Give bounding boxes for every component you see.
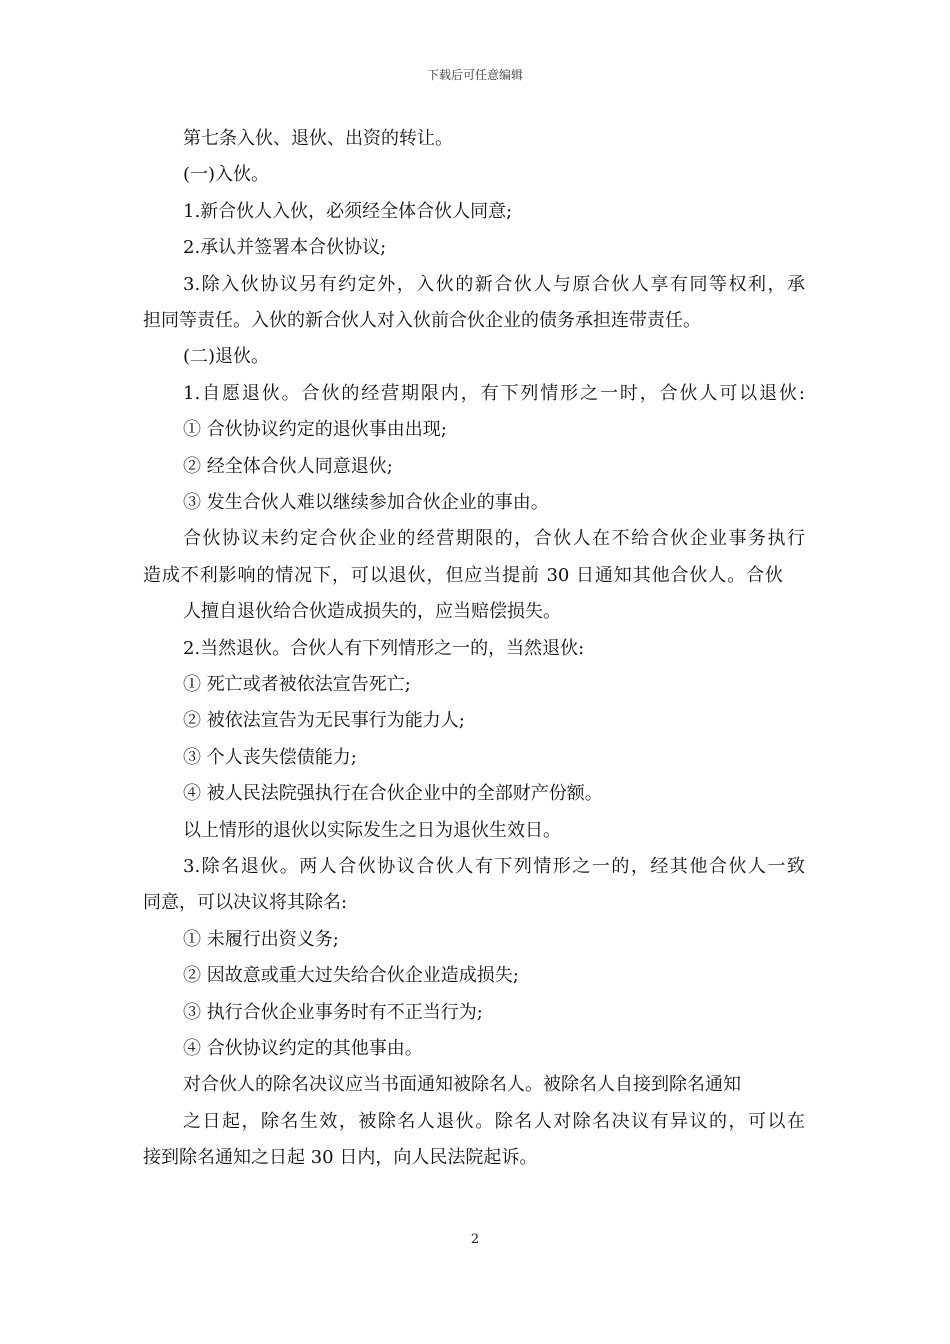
text-line: ③ 个人丧失偿债能力;: [183, 747, 357, 768]
text-line: 合伙协议未约定合伙企业的经营期限的，合伙人在不给合伙企业事务执行: [183, 528, 805, 549]
text-line: ④ 被人民法院强执行在合伙企业中的全部财产份额。: [183, 783, 603, 804]
text-line: ① 合伙协议约定的退伙事由出现;: [183, 419, 447, 440]
text-line: 2.承认并签署本合伙协议;: [183, 237, 387, 258]
text-line: 担同等责任。入伙的新合伙人对入伙前合伙企业的债务承担连带责任。: [143, 310, 701, 331]
text-line: 人擅自退伙给合伙造成损失的，应当赔偿损失。: [183, 601, 561, 622]
text-line: 1.新合伙人入伙，必须经全体合伙人同意;: [183, 201, 513, 222]
text-line: 1.自愿退伙。合伙的经营期限内，有下列情形之一时，合伙人可以退伙:: [183, 383, 805, 404]
text-line: 第七条入伙、退伙、出资的转让。: [183, 128, 453, 149]
text-line: ② 经全体合伙人同意退伙;: [183, 456, 393, 477]
text-line: 3.除入伙协议另有约定外，入伙的新合伙人与原合伙人享有同等权利，承: [183, 274, 805, 295]
text-line: 以上情形的退伙以实际发生之日为退伙生效日。: [183, 820, 561, 841]
text-line: ④ 合伙协议约定的其他事由。: [183, 1038, 423, 1059]
text-line: ① 死亡或者被依法宣告死亡;: [183, 674, 411, 695]
page-number: 2: [470, 1232, 480, 1247]
text-line: ③ 执行合伙企业事务时有不正当行为;: [183, 1002, 483, 1023]
text-line: 3.除名退伙。两人合伙协议合伙人有下列情形之一的，经其他合伙人一致: [183, 856, 805, 877]
text-line: 对合伙人的除名决议应当书面通知被除名人。被除名人自接到除名通知: [183, 1074, 741, 1095]
text-line: 2.当然退伙。合伙人有下列情形之一的，当然退伙:: [183, 638, 585, 659]
text-line: (二)退伙。: [183, 346, 270, 367]
text-line: 造成不利影响的情况下，可以退伙，但应当提前 30 日通知其他合伙人。合伙: [143, 565, 783, 586]
text-line: ③ 发生合伙人难以继续参加合伙企业的事由。: [183, 492, 549, 513]
text-line: 之日起，除名生效，被除名人退伙。除名人对除名决议有异议的，可以在: [183, 1111, 805, 1132]
page-header: 下载后可任意编辑: [426, 68, 523, 82]
text-line: 同意，可以决议将其除名:: [143, 892, 348, 913]
text-line: (一)入伙。: [183, 164, 270, 185]
text-line: 接到除名通知之日起 30 日内，向人民法院起诉。: [143, 1147, 538, 1168]
text-line: ② 被依法宣告为无民事行为能力人;: [183, 710, 465, 731]
text-line: ① 未履行出资义务;: [183, 929, 339, 950]
text-line: ② 因故意或重大过失给合伙企业造成损失;: [183, 965, 519, 986]
